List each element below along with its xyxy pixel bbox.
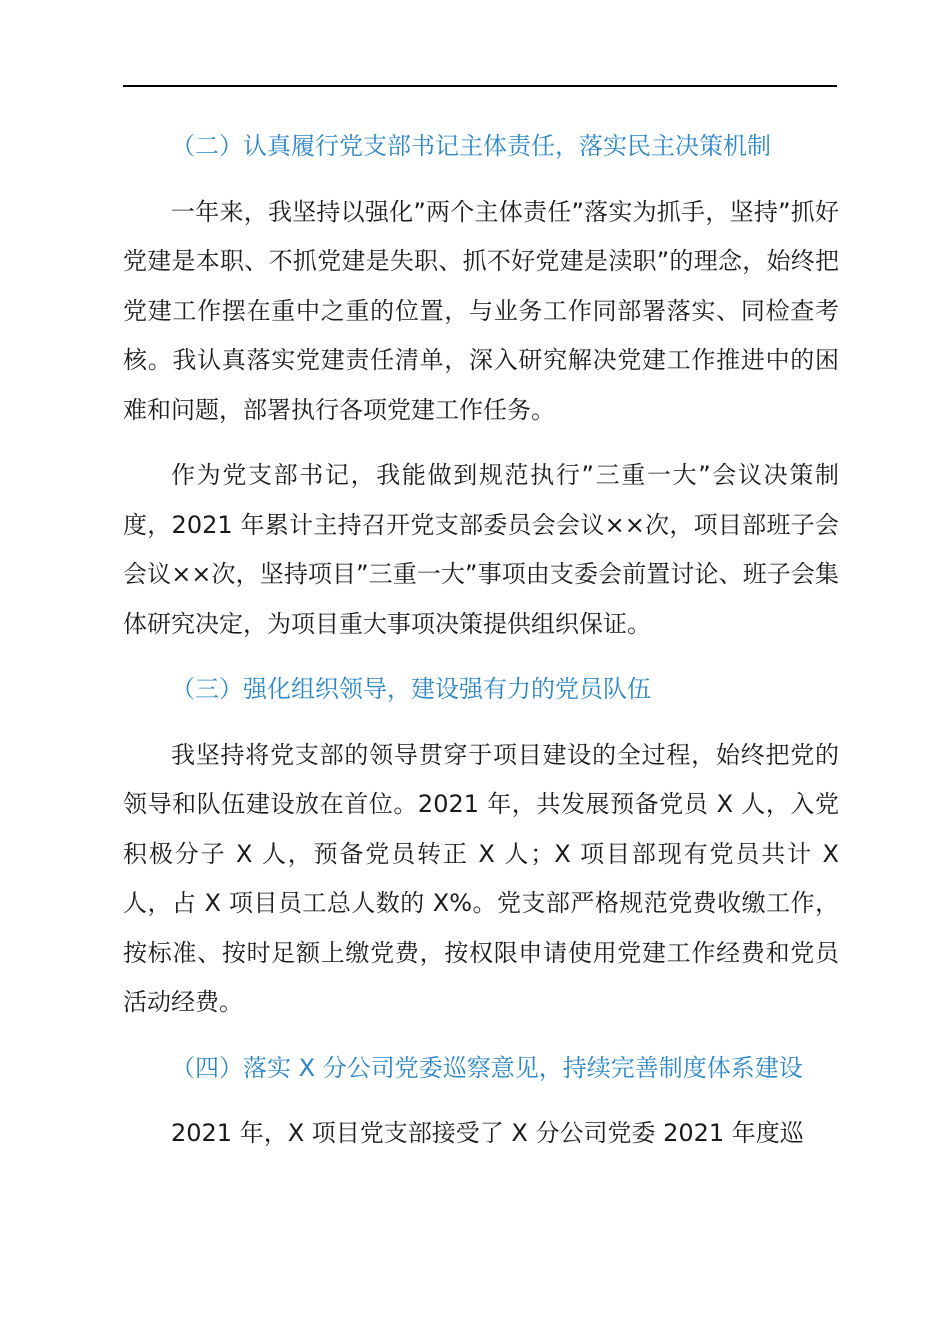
- section-4-heading: （四）落实 X 分公司党委巡察意见，持续完善制度体系建设: [171, 1053, 803, 1082]
- section-2-paragraph-1: 一年来，我坚持以强化”两个主体责任”落实为抓手，坚持”抓好党建是本职、不抓党建是失职、抓不好党建是渎职”的理念，始终把党建工作摆在重中之重的位置，与业务工作同部署落实、同检查考核。我认真落实党建责任清单，深入研究解决党建工作推进中的困难和问题，部署执行各项党建工作任务。: [123, 197, 839, 424]
- header-rule: [123, 85, 837, 87]
- section-3-paragraph-1: 我坚持将党支部的领导贯穿于项目建设的全过程，始终把党的领导和队伍建设放在首位。2021 年，共发展预备党员 X 人，入党积极分子 X 人，预备党员转正 X 人；X 项目部现有党员共计 X 人，占 X 项目员工总人数的 X%。党支部严格规范党费收缴工作，按标准、按时足额上缴党费，按权限申请使用党建工作经费和党员活动经费。: [123, 740, 839, 1016]
- section-2-heading: （二）认真履行党支部书记主体责任，落实民主决策机制: [171, 132, 771, 160]
- section-4-paragraph-1: 2021 年，X 项目党支部接受了 X 分公司党委 2021 年度巡: [171, 1119, 804, 1147]
- document-body: [123, 122, 839, 1175]
- section-3-heading: （三）强化组织领导，建设强有力的党员队伍: [171, 675, 651, 703]
- section-2-paragraph-2: 作为党支部书记，我能做到规范执行”三重一大”会议决策制度，2021 年累计主持召开党支部委员会会议××次，项目部班子会会议××次，坚持项目”三重一大”事项由支委会前置讨论、班子会集体研究决定，为项目重大事项决策提供组织保证。: [123, 461, 839, 638]
